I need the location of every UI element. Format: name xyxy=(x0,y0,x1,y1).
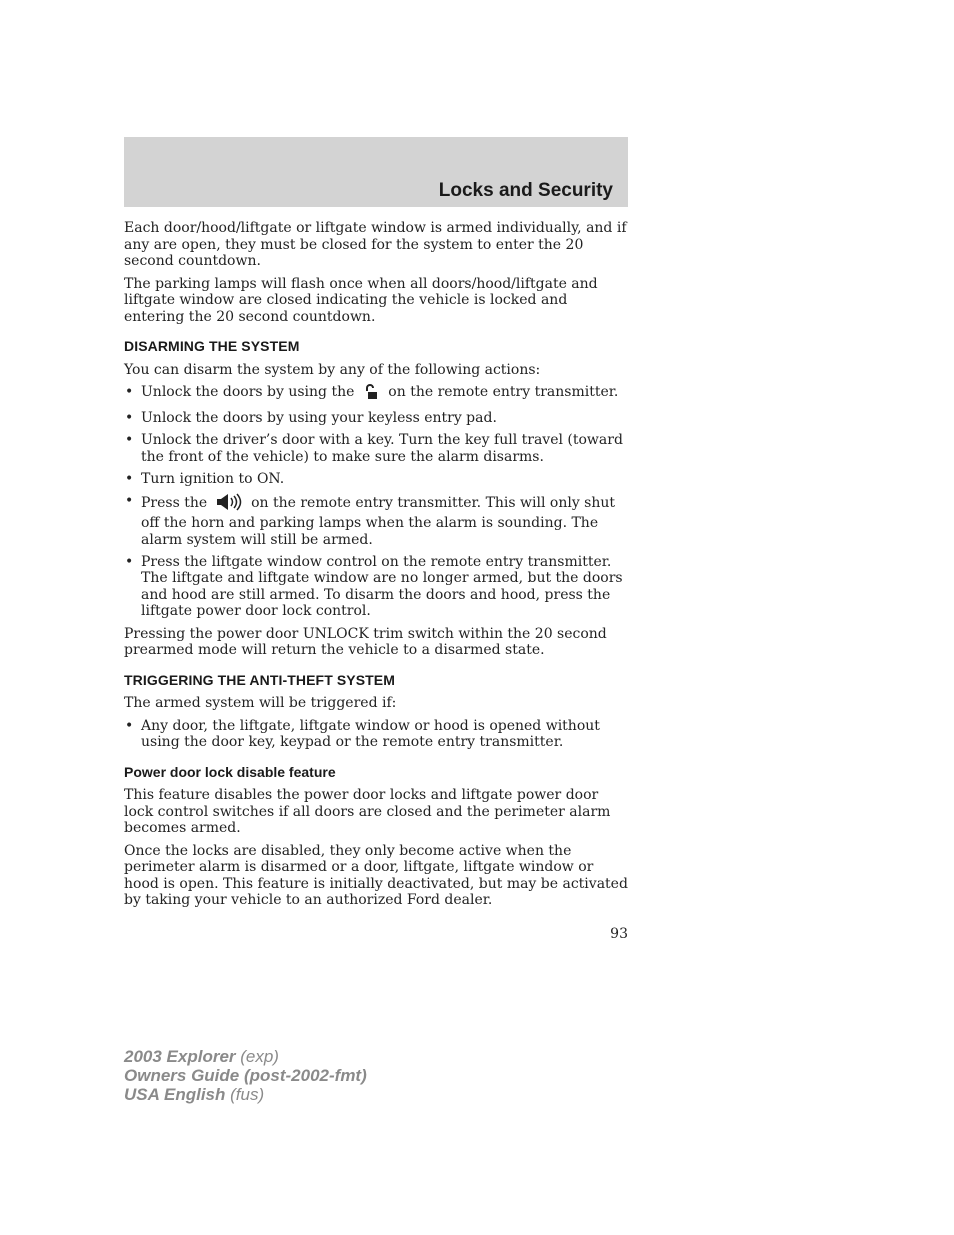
list-item: • Press the on the remote entry transmitter. This will only shut off the horn and parking lamps when the alarm is sounding. The alarm system will still be armed. xyxy=(124,493,628,549)
power-lock-heading: Power door lock disable feature xyxy=(124,763,336,780)
list-item: • Any door, the liftgate, liftgate window or hood is opened without using the door key, keypad or the remote entry transmitter. xyxy=(124,718,628,751)
document-footer xyxy=(124,1047,367,1104)
list-item: • Unlock the driver’s door with a key. Turn the key full travel (toward the front of the vehicle) to make sure the alarm disarms. xyxy=(124,432,628,465)
footer-line: 2003 Explorer (exp) xyxy=(124,1047,279,1066)
list-item: • Turn ignition to ON. xyxy=(124,471,628,488)
list-item: • Unlock the doors by using your keyless entry pad. xyxy=(124,410,628,427)
triggering-heading: TRIGGERING THE ANTI-THEFT SYSTEM xyxy=(124,671,396,688)
disarming-heading: DISARMING THE SYSTEM xyxy=(124,338,300,354)
list-item: • Unlock the doors by using the on the remote entry transmitter. xyxy=(124,384,628,405)
section-header-band xyxy=(124,137,628,207)
page-number: 93 xyxy=(610,926,628,942)
list-item: • Press the liftgate window control on the remote entry transmitter. The liftgate and liftgate window are no longer armed, but the doors and hood are still armed. To disarm the doors and hood, press the liftgate power door lock control. xyxy=(124,554,628,620)
section-title: Locks and Security xyxy=(438,180,613,201)
power-lock-paragraph: Once the locks are disabled, they only become active when the perimeter alarm is disarmed or a door, liftgate, liftgate window or hood is open. This feature is initially deactivated, but may be activated by taking your vehicle to an authorized Ford dealer. xyxy=(124,842,628,908)
footer-line: Owners Guide (post-2002-fmt) xyxy=(124,1066,367,1085)
triggering-lead: The armed system will be triggered if: xyxy=(124,695,397,711)
triggering-list xyxy=(124,718,628,751)
intro-paragraph: The parking lamps will flash once when all doors/hood/liftgate and liftgate window are closed indicating the vehicle is locked and entering the 20 second countdown. xyxy=(124,275,598,325)
disarming-lead: You can disarm the system by any of the following actions: xyxy=(124,361,541,378)
power-lock-paragraph: This feature disables the power door locks and liftgate power door lock control switches if all doors are closed and the perimeter alarm becomes armed. xyxy=(124,787,611,836)
disarming-closing: Pressing the power door UNLOCK trim switch within the 20 second prearmed mode will return the vehicle to a disarmed state. xyxy=(124,625,607,658)
unlock-icon xyxy=(363,384,379,405)
page-content xyxy=(124,220,628,915)
footer-line: USA English (fus) xyxy=(124,1085,265,1104)
intro-paragraph: Each door/hood/liftgate or liftgate window is armed individually, and if any are open, they must be closed for the system to enter the 20 second countdown. xyxy=(124,220,627,269)
panic-horn-icon xyxy=(216,493,242,516)
disarming-list xyxy=(124,384,628,620)
